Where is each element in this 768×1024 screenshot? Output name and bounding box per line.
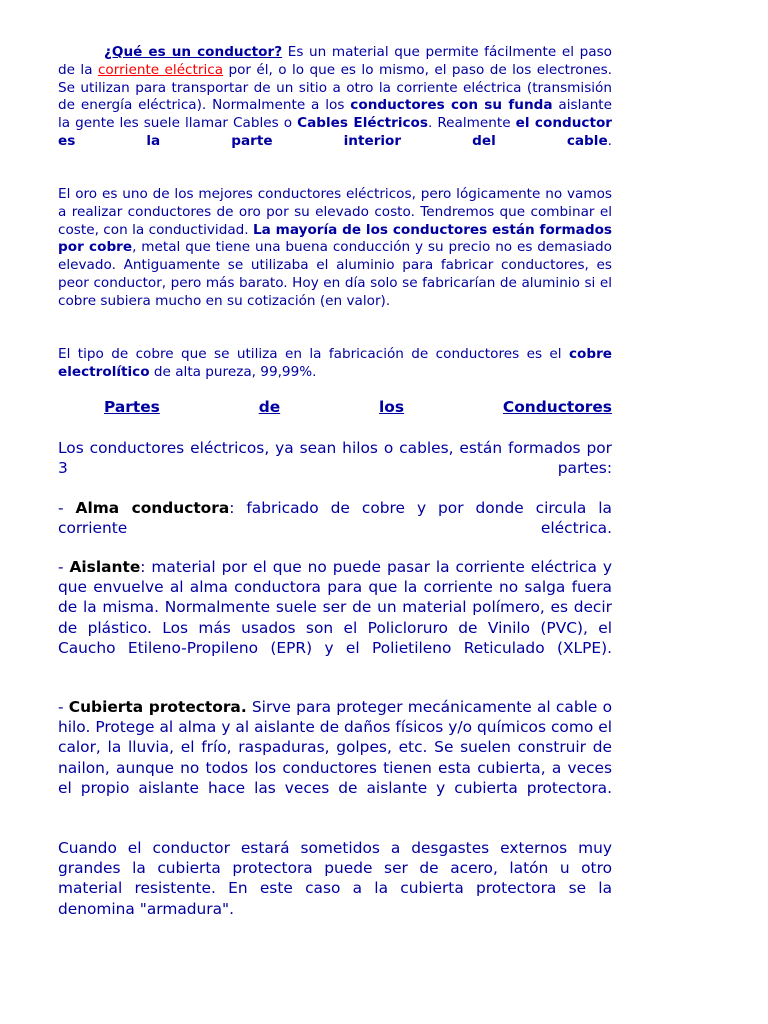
cubierta-dash: - xyxy=(58,698,69,716)
parts-intro-paragraph: Los conductores eléctricos, ya sean hilos o cables, están formados por 3 partes: xyxy=(58,439,612,478)
intro-text-4: . Realmente xyxy=(427,115,516,132)
aislante-dash: - xyxy=(58,558,70,576)
gold-text-2: , metal que tiene una buena conducción y su precio no es demasiado elevado. Antiguamente se utilizaba el aluminio para fabricar conductores, es peor conductor, pero más barato. Hoy en día solo se fabricarían de aluminio si el cobre subiera mucho en su cotización (en valor). xyxy=(58,239,612,309)
gold-paragraph xyxy=(58,186,612,311)
intro-text-1: Es un material que permite fácilmente el paso de la xyxy=(58,44,613,78)
intro-bold-3: el conductor es la parte interior del cable xyxy=(58,115,612,149)
corriente-electrica-link[interactable]: corriente eléctrica xyxy=(97,61,224,78)
copper-bold-1: cobre electrolítico xyxy=(58,346,612,380)
gold-bold-1: La mayoría de los conductores están formados por cobre xyxy=(58,221,612,256)
question-heading: ¿Qué es un conductor? xyxy=(104,44,283,60)
alma-dash: - xyxy=(58,499,76,517)
aislante-term: Aislante xyxy=(69,558,141,576)
cubierta-paragraph xyxy=(58,697,612,798)
aislante-text: : material por el que no puede pasar la corriente eléctrica y que envuelve al alma conductora para que la corriente no salga fuera de la misma. Normalmente suele ser de un material polímero, es decir de plástico. Los más usados son el Policloruro de Vinilo (PVC), el Caucho Etileno-Propileno (EPR) y el Polietileno Reticulado (XLPE). xyxy=(58,558,612,657)
intro-text-3: aislante la gente les suele llamar Cables o xyxy=(58,97,612,132)
alma-term: Alma conductora xyxy=(75,499,230,517)
intro-bold-1: conductores con su funda xyxy=(350,97,553,114)
copper-paragraph xyxy=(58,346,612,382)
copper-text-1: El tipo de cobre que se utiliza en la fabricación de conductores es el xyxy=(58,346,569,362)
intro-bold-2: Cables Eléctricos xyxy=(297,115,428,132)
intro-text-2: por él, o lo que es lo mismo, el paso de los electrones. Se utilizan para transportar de un sitio a otro la corriente eléctrica (transmisión de energía eléctrica). Normalmente a los xyxy=(58,61,612,114)
heading-word-4: Conductores xyxy=(502,398,612,416)
section-heading xyxy=(58,398,612,416)
aislante-paragraph xyxy=(58,557,612,658)
cubierta-term: Cubierta protectora. xyxy=(68,698,247,716)
heading-word-1: Partes xyxy=(104,398,160,416)
alma-text: : fabricado de cobre y por donde circula la corriente eléctrica. xyxy=(58,499,612,538)
heading-word-3: los xyxy=(379,398,405,416)
intro-text-5: . xyxy=(607,132,612,149)
alma-paragraph xyxy=(58,498,612,538)
gold-text-1: El oro es uno de los mejores conductores eléctricos, pero lógicamente no vamos a realizar conductores de oro por su elevado costo. Tendremos que combinar el coste, con la conductividad. xyxy=(58,186,612,238)
copper-text-2: de alta pureza, 99,99%. xyxy=(149,363,317,380)
cubierta-text: Sirve para proteger mecánicamente al cable o hilo. Protege al alma y al aislante de daños físicos y/o químicos como el calor, la lluvia, el frío, raspaduras, golpes, etc. Se suelen construir de nailon, aunque no todos los conductores tienen esta cubierta, a veces el propio aislante hace las veces de aislante y cubierta protectora. xyxy=(58,698,612,797)
intro-paragraph xyxy=(58,44,612,151)
heading-word-2: de xyxy=(258,398,281,416)
armadura-paragraph: Cuando el conductor estará sometidos a desgastes externos muy grandes la cubierta protectora puede ser de acero, latón u otro material resistente. En este caso a la cubierta protectora se la denomina "armadura". xyxy=(58,839,612,918)
